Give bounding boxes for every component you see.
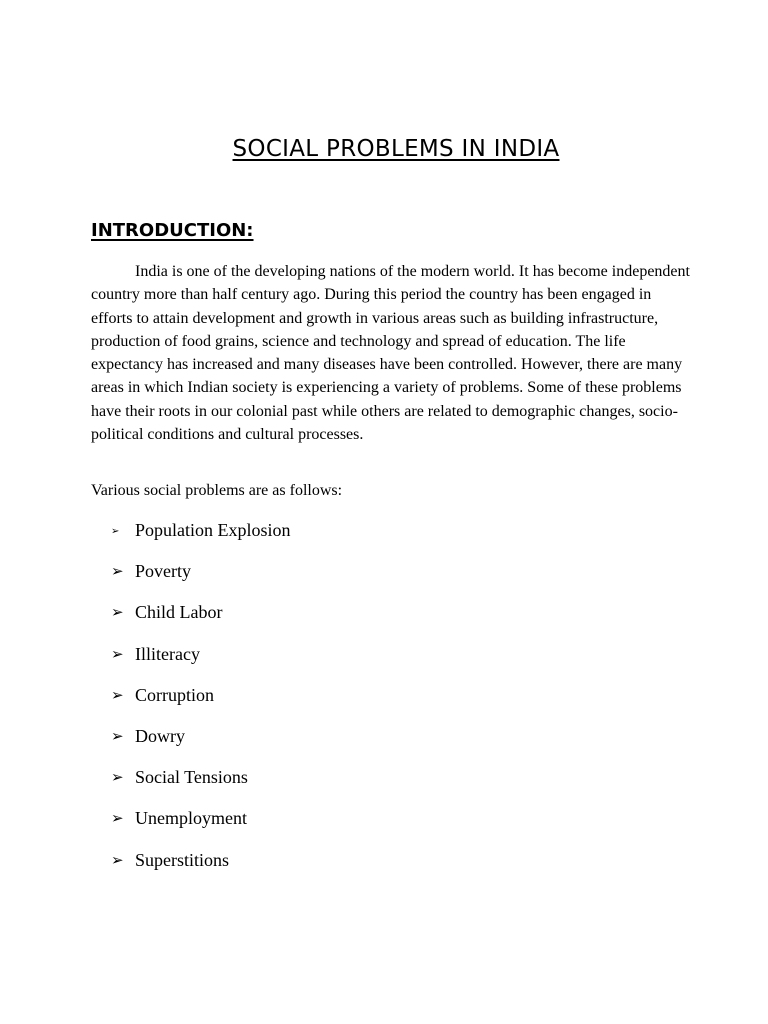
arrowhead-bullet-icon: ➢ [111, 562, 124, 581]
list-item [111, 600, 291, 641]
list-item [111, 683, 291, 724]
list-item-label: Child Labor [135, 602, 223, 623]
list-item [111, 518, 291, 559]
list-item [111, 559, 291, 600]
list-item [111, 765, 291, 806]
list-item-label: Poverty [135, 561, 191, 582]
list-item-label: Corruption [135, 684, 214, 705]
list-lead-in: Various social problems are as follows: [91, 482, 343, 499]
list-item [111, 724, 291, 765]
section-heading-introduction: INTRODUCTION: [91, 220, 254, 241]
arrowhead-bullet-icon: ➢ [111, 526, 120, 537]
list-item-label: Dowry [135, 725, 185, 746]
arrowhead-bullet-icon: ➢ [111, 726, 124, 745]
arrowhead-bullet-icon: ➢ [111, 685, 124, 704]
list-item-label: Unemployment [135, 808, 247, 829]
list-item [111, 642, 291, 683]
list-item-label: Illiteracy [135, 643, 200, 664]
list-item-label: Population Explosion [135, 520, 291, 540]
arrowhead-bullet-icon: ➢ [111, 644, 124, 663]
page-title: SOCIAL PROBLEMS IN INDIA [232, 136, 560, 162]
arrowhead-bullet-icon: ➢ [111, 768, 124, 787]
introduction-paragraph: India is one of the developing nations of the modern world. It has become independent country more than half century ago. During this period the country has been engaged in efforts to attain development and growth in various areas such as building infrastructure, production of food grains, science and technology and spread of education. The life expectancy has increased and many diseases have been controlled. However, there are many areas in which Indian society is experiencing a variety of problems. Some of these problems have their roots in our colonial past while others are related to demographic changes, socio-political conditions and cultural processes. [91, 263, 690, 444]
arrowhead-bullet-icon: ➢ [111, 850, 124, 869]
list-item-label: Social Tensions [135, 767, 248, 788]
list-item [111, 806, 291, 847]
list-item-label: Superstitions [135, 849, 230, 870]
arrowhead-bullet-icon: ➢ [111, 809, 124, 828]
social-problems-list [111, 518, 291, 889]
arrowhead-bullet-icon: ➢ [111, 603, 124, 622]
list-item [111, 848, 291, 889]
